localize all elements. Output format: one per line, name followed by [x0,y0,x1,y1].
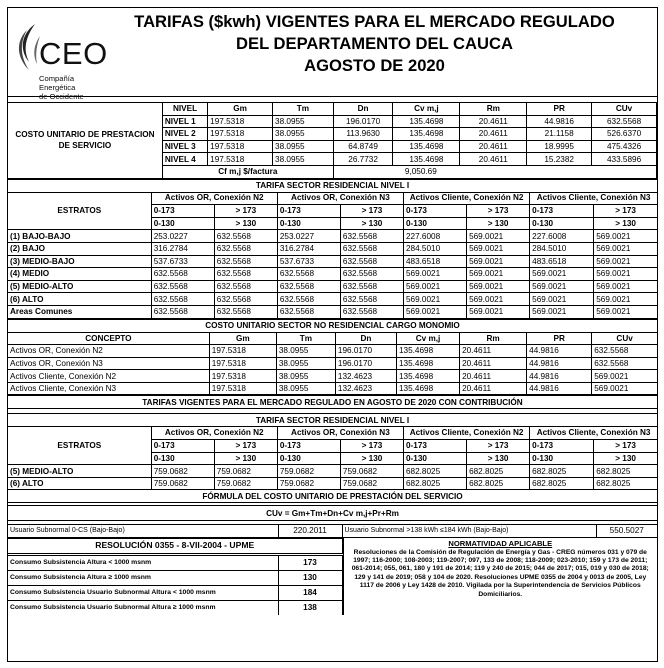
group-header: Activos OR, Conexión N2 [151,192,277,205]
estratos-label: ESTRATOS [8,192,151,230]
range-header: 0-173 [404,440,467,453]
table-cell: 135.4698 [397,357,460,370]
footer [8,538,657,616]
table-cell: 20.4611 [460,140,527,153]
group-header: Activos Cliente, Conexión N2 [404,427,530,440]
table-cell: 20.4611 [460,382,527,395]
table-cell: 632.5568 [151,268,214,281]
table-cell: 569.0021 [404,293,467,306]
table-row [8,280,657,293]
resolucion-title: RESOLUCIÓN 0355 - 8-VII-2004 - UPME [8,538,342,553]
title-line-3: AGOSTO DE 2020 [304,56,445,75]
table-row [8,585,342,600]
range-header: > 173 [594,440,657,453]
table-cell: 569.0021 [404,268,467,281]
table-cell: 569.0021 [594,293,657,306]
table-cell: 135.4698 [393,140,460,153]
table-cell: 15.2382 [527,153,592,166]
table-cell: 569.0021 [594,230,657,243]
table-cell: 569.0021 [467,255,530,268]
table-cell: 632.5568 [592,115,657,128]
table-cell: 20.4611 [460,128,527,141]
table-cell: 38.0955 [276,370,335,383]
table-cell: 20.4611 [460,115,527,128]
table-cell: 632.5568 [151,305,214,318]
table-cell: 135.4698 [397,370,460,383]
contribution-table [8,395,657,523]
table-cell: 253.0227 [277,230,340,243]
cu-header: CUv [592,103,657,116]
table-cell: 135.4698 [397,345,460,358]
table-cell: 632.5568 [277,268,340,281]
table-cell: 632.5568 [340,230,403,243]
table-cell: 537.6733 [277,255,340,268]
table-cell: 197.5318 [209,345,276,358]
table-row [8,293,657,306]
table-cell: 759.0682 [214,465,277,478]
table-row [8,268,657,281]
subnormal-left-value: 220.2011 [278,524,342,537]
range-header: > 130 [214,452,277,465]
table-cell: Consumo Subsistencia Usuario Subnormal Altura ≥ 1000 msnm [8,600,278,615]
table-cell: 569.0021 [467,230,530,243]
formula-title: FÓRMULA DEL COSTO UNITARIO DE PRESTACIÓN DEL SERVICIO [8,490,657,503]
table-cell: 483.6518 [404,255,467,268]
table-cell: 632.5568 [340,268,403,281]
range-header: > 173 [340,205,403,218]
title-line-1: TARIFAS ($kwh) VIGENTES PARA EL MERCADO REGULADO [134,12,615,31]
table-cell: 632.5568 [340,242,403,255]
table-cell: 569.0021 [594,268,657,281]
table-cell: 759.0682 [151,477,214,490]
range-header: 0-173 [277,205,340,218]
subnormal-right-label: Usuario Subnormal >138 kWh ≤184 kWh (Bajo-Bajo) [342,524,596,537]
cu-header: NIVEL [162,103,207,116]
nonresidential-table [8,319,657,396]
normatividad [343,538,658,616]
residential-table [8,179,657,319]
range-header: > 173 [214,205,277,218]
cu-header: Tm [273,103,334,116]
table-cell: NIVEL 4 [162,153,207,166]
nores-header: Rm [460,332,527,345]
logo-sub-line-2: de Occidente [39,92,84,101]
tariff-sheet [7,7,658,662]
resolucion-table [8,538,343,616]
table-cell: 632.5568 [340,280,403,293]
group-header: Activos Cliente, Conexión N3 [530,192,657,205]
table-cell: 316.2784 [151,242,214,255]
range-header: 0-173 [530,440,594,453]
table-cell: 632.5568 [277,293,340,306]
table-cell: (2) BAJO [8,242,151,255]
table-cell: Consumo Subsistencia Usuario Subnormal Altura < 1000 msnm [8,585,278,600]
table-cell: 682.8025 [594,465,657,478]
range-header: 0-173 [151,205,214,218]
table-cell: 135.4698 [393,128,460,141]
table-cell: Activos Cliente, Conexión N3 [8,382,209,395]
table-cell: 632.5568 [277,305,340,318]
table-cell: 227.6008 [404,230,467,243]
cf-label: Cf m,j $/factura [162,165,333,178]
table-cell: (4) MEDIO [8,268,151,281]
table-cell: 569.0021 [594,242,657,255]
table-cell: 682.8025 [404,477,467,490]
table-cell: 138 [278,600,342,615]
table-cell: 475.4326 [592,140,657,153]
table-cell: 44.9816 [527,115,592,128]
table-row [8,345,657,358]
table-cell: 569.0021 [592,370,657,383]
group-header: Activos OR, Conexión N2 [151,427,277,440]
normatividad-text: Resoluciones de la Comisión de Regulación de Energía y Gas - CREG números 031 y 079 de 1997; 116-2000; 108-2003; 119-2007; 097, 133 de 2008; 118-2009; 023-2010; 159 y 173 de 2011; 061-2014; 055, 061, 180 y 191 de 2014; 119 y 240 de 2015; 044 de 2017; 015, 019 y 030 de 2018; 129 y 141 de 2019; 058 y 104 de 2020. Resoluciones UPME 0355 de 2004 y 0013 de 2005, Ley 1117 de 2006 y Ley 1428 de 2010. Vigilada por la Superintendencia de Servicios Públicos Domiciliarios. [351,548,649,598]
range-header: > 130 [467,217,530,230]
table-cell: 569.0021 [530,305,594,318]
subnormal-right-value: 550.5027 [596,524,657,537]
table-cell: (1) BAJO-BAJO [8,230,151,243]
table-row [8,230,657,243]
table-cell: 284.5010 [404,242,467,255]
table-cell: 253.0227 [151,230,214,243]
group-header: Activos Cliente, Conexión N3 [530,427,657,440]
table-cell: 433.5896 [592,153,657,166]
range-header: 0-173 [530,205,594,218]
table-cell: 632.5568 [592,357,657,370]
table-cell: 759.0682 [151,465,214,478]
table-cell: 682.8025 [467,465,530,478]
formula-text: CUv = Gm+Tm+Dn+Cv m,j+Pr+Rm [8,506,657,521]
subnormal-left-label: Usuario Subnormal 0-CS (Bajo-Bajo) [8,524,278,537]
table-cell: 18.9995 [527,140,592,153]
table-cell: 38.0955 [273,153,334,166]
table-cell: 569.0021 [404,305,467,318]
table-row [8,477,657,490]
table-cell: 38.0955 [273,140,334,153]
table-cell: 44.9816 [527,345,592,358]
table-cell: 632.5568 [214,230,277,243]
table-cell: 113.9630 [333,128,393,141]
table-cell: Activos OR, Conexión N3 [8,357,209,370]
cu-header: Dn [333,103,393,116]
estratos-label: ESTRATOS [8,427,151,465]
table-cell: 20.4611 [460,345,527,358]
table-cell: 132.4623 [335,382,396,395]
range-header: > 130 [214,217,277,230]
table-cell: 632.5568 [214,293,277,306]
table-cell: 483.6518 [530,255,594,268]
cu-label: COSTO UNITARIO DE PRESTACION DE SERVICIO [8,103,162,179]
table-cell: 173 [278,555,342,570]
table-cell: 20.4611 [460,357,527,370]
title-line-2: DEL DEPARTAMENTO DEL CAUCA [236,34,513,53]
table-cell: 537.6733 [151,255,214,268]
table-cell: 632.5568 [340,255,403,268]
table-cell: (6) ALTO [8,477,151,490]
cu-header: Rm [460,103,527,116]
table-cell: 197.5318 [209,357,276,370]
table-cell: 569.0021 [467,280,530,293]
table-cell: 569.0021 [467,293,530,306]
table-cell: Areas Comunes [8,305,151,318]
range-header: 0-130 [151,452,214,465]
table-cell: NIVEL 3 [162,140,207,153]
range-header: > 130 [594,217,657,230]
cu-header: Gm [208,103,273,116]
table-cell: 184 [278,585,342,600]
table-cell: 132.4623 [335,370,396,383]
table-cell: 569.0021 [467,268,530,281]
table-cell: 196.0170 [335,357,396,370]
table-cell: 44.9816 [527,382,592,395]
table-cell: 632.5568 [214,280,277,293]
table-row [8,370,657,383]
table-cell: 197.5318 [208,128,273,141]
table-cell: 569.0021 [467,242,530,255]
residential-title: TARIFA SECTOR RESIDENCIAL NIVEL I [8,179,657,192]
group-header: Activos Cliente, Conexión N2 [404,192,530,205]
table-cell: 196.0170 [333,115,393,128]
table-row [8,382,657,395]
table-cell: 569.0021 [467,305,530,318]
range-header: > 130 [467,452,530,465]
table-cell: NIVEL 1 [162,115,207,128]
table-cell: 135.4698 [393,115,460,128]
table-cell: 632.5568 [340,305,403,318]
table-row [8,255,657,268]
table-cell: 197.5318 [208,115,273,128]
table-cell: 569.0021 [594,305,657,318]
range-header: > 130 [340,217,403,230]
table-cell: 632.5568 [214,255,277,268]
table-cell: 38.0955 [273,115,334,128]
table-cell: 569.0021 [530,293,594,306]
group-header: Activos OR, Conexión N3 [277,427,403,440]
table-cell: 632.5568 [151,280,214,293]
table-cell: Consumo Subsistencia Altura < 1000 msnm [8,555,278,570]
contribution-rows [8,465,657,490]
table-cell: 197.5318 [208,140,273,153]
table-cell: 569.0021 [594,255,657,268]
table-row [8,555,342,570]
table-cell: 526.6370 [592,128,657,141]
table-cell: 196.0170 [335,345,396,358]
table-cell: 135.4698 [393,153,460,166]
table-cell: 44.9816 [527,370,592,383]
contribution-title: TARIFAS VIGENTES PARA EL MERCADO REGULADO EN AGOSTO DE 2020 CON CONTRIBUCIÓN [8,396,657,409]
table-cell: 20.4611 [460,370,527,383]
subnormal-table [8,524,657,538]
cu-table [8,102,657,179]
table-cell: 38.0955 [273,128,334,141]
nonresidential-title: COSTO UNITARIO SECTOR NO RESIDENCIAL CARGO MONOMIO [8,319,657,332]
range-header: > 173 [214,440,277,453]
table-cell: 21.1158 [527,128,592,141]
table-cell: (5) MEDIO-ALTO [8,465,151,478]
range-header: 0-130 [404,452,467,465]
table-cell: 227.6008 [530,230,594,243]
table-cell: 135.4698 [397,382,460,395]
logo-sub-line-1: Compañía Energética [39,74,76,92]
range-header: > 173 [467,205,530,218]
table-cell: 197.5318 [209,370,276,383]
range-header: > 130 [340,452,403,465]
range-header: > 173 [467,440,530,453]
table-cell: 38.0955 [276,382,335,395]
nores-header: Dn [335,332,396,345]
table-cell: 632.5568 [214,305,277,318]
table-cell: 569.0021 [404,280,467,293]
range-header: > 173 [594,205,657,218]
table-cell: 632.5568 [151,293,214,306]
nores-header: PR [527,332,592,345]
table-cell: 632.5568 [340,293,403,306]
table-cell: 682.8025 [530,465,594,478]
table-cell: 632.5568 [592,345,657,358]
table-cell: NIVEL 2 [162,128,207,141]
table-cell: Activos Cliente, Conexión N2 [8,370,209,383]
table-cell: 759.0682 [214,477,277,490]
table-cell: 38.0955 [276,345,335,358]
group-header: Activos OR, Conexión N3 [277,192,403,205]
header [8,8,657,101]
table-cell: 682.8025 [594,477,657,490]
table-cell: 759.0682 [340,477,403,490]
range-header: > 173 [340,440,403,453]
table-cell: 284.5010 [530,242,594,255]
table-row [8,242,657,255]
residential-rows [8,230,657,318]
table-cell: 759.0682 [277,477,340,490]
normatividad-title: NORMATIVIDAD APLICABLE [448,538,553,548]
range-header: 0-130 [530,452,594,465]
table-cell: Consumo Subsistencia Altura ≥ 1000 msnm [8,570,278,585]
table-cell: 759.0682 [340,465,403,478]
table-row [8,465,657,478]
ceo-logo [8,8,112,101]
table-cell: 632.5568 [214,268,277,281]
table-row [8,524,657,537]
nores-header: CONCEPTO [8,332,209,345]
cf-value: 9,050.69 [333,165,656,178]
table-cell: 632.5568 [277,280,340,293]
nores-header: Tm [276,332,335,345]
table-cell: Activos OR, Conexión N2 [8,345,209,358]
table-cell: 316.2784 [277,242,340,255]
cu-header: PR [527,103,592,116]
range-header: 0-130 [277,217,340,230]
range-header: > 130 [594,452,657,465]
table-cell: 197.5318 [209,382,276,395]
page-title [112,8,657,96]
table-cell: 569.0021 [530,280,594,293]
table-cell: 197.5318 [208,153,273,166]
logo-text: CEO [39,36,108,71]
table-row [8,305,657,318]
table-cell: 44.9816 [527,357,592,370]
logo-subtitle [39,74,112,101]
table-cell: 130 [278,570,342,585]
table-row [8,357,657,370]
range-header: 0-130 [404,217,467,230]
contribution-subtitle: TARIFA SECTOR RESIDENCIAL NIVEL I [8,414,657,427]
table-cell: 38.0955 [276,357,335,370]
range-header: 0-173 [277,440,340,453]
range-header: 0-130 [277,452,340,465]
table-cell: 569.0021 [594,280,657,293]
nores-header: Cv m,j [397,332,460,345]
table-cell: 759.0682 [277,465,340,478]
table-cell: 682.8025 [467,477,530,490]
range-header: 0-130 [151,217,214,230]
table-cell: (6) ALTO [8,293,151,306]
table-row [8,600,342,615]
nores-header: Gm [209,332,276,345]
table-cell: 64.8749 [333,140,393,153]
nores-header: CUv [592,332,657,345]
table-cell: 569.0021 [592,382,657,395]
range-header: 0-173 [151,440,214,453]
range-header: 0-130 [530,217,594,230]
table-cell: 20.4611 [460,153,527,166]
table-cell: 569.0021 [530,268,594,281]
table-cell: 682.8025 [404,465,467,478]
nonresidential-rows [8,345,657,395]
table-cell: 26.7732 [333,153,393,166]
range-header: 0-173 [404,205,467,218]
table-cell: (3) MEDIO-BAJO [8,255,151,268]
table-cell: (5) MEDIO-ALTO [8,280,151,293]
table-cell: 682.8025 [530,477,594,490]
table-row [8,570,342,585]
table-cell: 632.5568 [214,242,277,255]
cu-header: Cv m,j [393,103,460,116]
